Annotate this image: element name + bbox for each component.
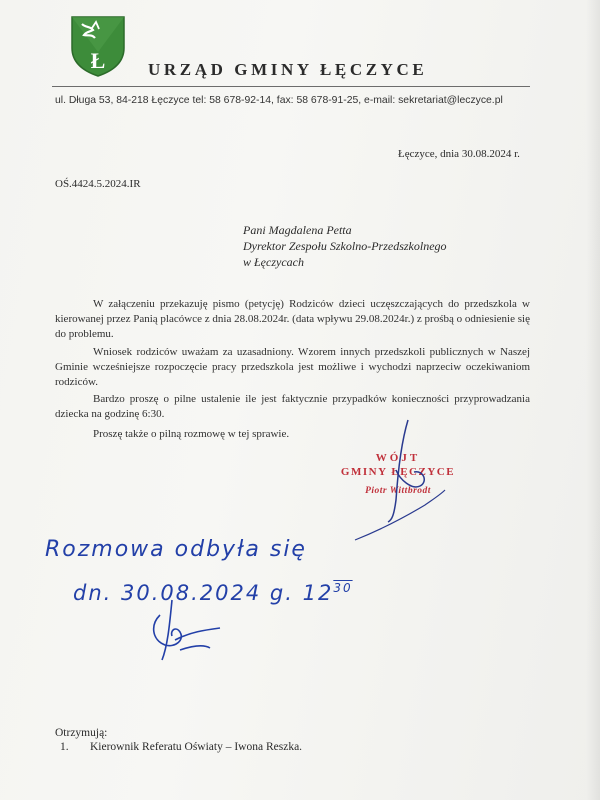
body-paragraph-3: Bardzo proszę o pilne ustalenie ile jest faktycznie przypadków konieczności przyprowadzania dziecka na godzinę 6:30.: [55, 393, 530, 421]
reference-number: OŚ.4424.5.2024.IR: [55, 178, 141, 190]
recipient-location: w Łęczycach: [243, 255, 304, 269]
handwritten-date: dn. 30.08.2024 g. 12: [73, 581, 334, 605]
recipient-position: Dyrektor Zespołu Szkolno-Przedszkolnego: [243, 239, 447, 253]
recipients-list: [55, 741, 302, 753]
gmina-crest-logo: [68, 14, 128, 78]
list-item-number: 1.: [60, 741, 69, 753]
recipient-name: Pani Magdalena Petta: [243, 223, 352, 237]
list-item-text: Kierownik Referatu Oświaty – Iwona Reszka.: [90, 741, 303, 753]
stamp-name: Piotr Wittbrodt: [365, 486, 431, 496]
stamp-subtitle: GMINY ŁĘCZYCE: [340, 466, 456, 478]
place-date: Łęczyce, dnia 30.08.2024 r.: [398, 148, 520, 160]
letter-body: [55, 297, 530, 444]
list-item: [55, 741, 302, 753]
stamp-title: WÓJT: [375, 452, 421, 464]
header-rule: [52, 86, 530, 87]
body-paragraph-2: Wniosek rodziców uważam za uzasadniony. Wzorem innych przedszkoli publicznych w Naszej Gminie wcześniejsze rozpoczęcie pracy przedszkola jest możliwe i wychodzi naprzeciw oczekiwaniom rodziców.: [55, 345, 530, 389]
handwritten-note: [45, 535, 353, 608]
official-stamp: [328, 452, 468, 496]
page-edge-shadow: [586, 0, 600, 800]
handwritten-line-2: [73, 573, 353, 608]
body-paragraph-4: Proszę także o pilną rozmowę w tej sprawie.: [93, 427, 290, 440]
svg-text:Ł: Ł: [90, 48, 106, 73]
recipients-title: Otrzymują:: [55, 727, 108, 739]
body-paragraph-1: W załączeniu przekazuję pismo (petycję) Rodziców dzieci uczęszczających do przedszkola w kierowanej przez Panią placówce z dnia 28.08.2024r. (data wpływu 29.08.2024r.) z prośbą o odniesienie się do problemu.: [55, 298, 530, 341]
office-name: URZĄD GMINY ŁĘCZYCE: [148, 60, 428, 79]
handwritten-line-1: Rozmowa odbyła się: [45, 537, 307, 562]
recipient-block: [243, 222, 447, 270]
address-line: ul. Długa 53, 84-218 Łęczyce tel: 58 678-92-14, fax: 58 678-91-25, e-mail: sekretariat@leczyce.pl: [55, 95, 503, 106]
handwritten-time-minutes: 30: [333, 581, 353, 595]
